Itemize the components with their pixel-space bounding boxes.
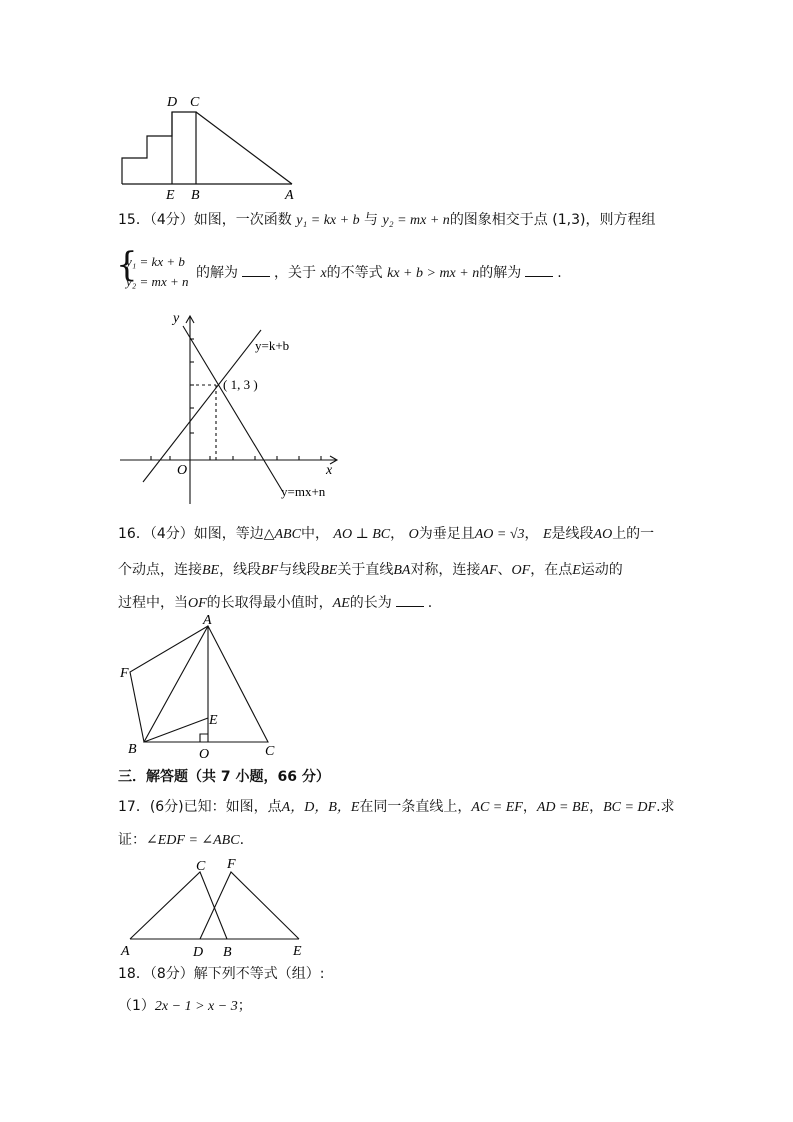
q15-tail: 的图象相交于点	[449, 212, 548, 228]
q15-x: x	[320, 266, 327, 281]
y-axis-label: y	[173, 311, 180, 326]
label-a: A	[121, 944, 130, 959]
q16-line1	[118, 524, 654, 545]
figure-q15	[115, 306, 355, 506]
q15-sys1: y₁ = kx + b	[126, 254, 185, 269]
q17-cond1: AC = EF	[471, 800, 523, 815]
q16-line3-a: 过程中，当	[118, 595, 188, 611]
q18-part1-ineq: 2x − 1 > x − 3	[154, 999, 238, 1014]
q16-perp: AO ⊥ BC	[333, 527, 391, 542]
q15-with: 与	[364, 212, 379, 228]
q15-eq2: y₂ = mx + n	[382, 213, 450, 228]
origin-label: O	[177, 463, 188, 478]
q16-line3-b: 的长取得最小值时，	[206, 595, 333, 611]
q15-period: .	[557, 265, 562, 281]
label-c: C	[190, 95, 200, 110]
q17-points: A，D，B，E	[281, 800, 360, 815]
slope-line	[196, 112, 292, 184]
q15-ineq: kx + b > mx + n	[387, 266, 480, 281]
q16-line3-c: 的长为	[349, 595, 392, 611]
q16-ao: AO = √3	[474, 527, 525, 542]
line-kx-b	[143, 330, 261, 482]
q16-line2	[118, 560, 623, 581]
label-o: O	[199, 747, 210, 762]
q18-title: 18．（8分）解下列不等式（组）:	[118, 966, 325, 982]
q17-line1-b: 在同一条直线上，	[359, 799, 472, 815]
q17-cond3: BC = DF	[603, 800, 657, 815]
q16-ae: AE	[332, 596, 350, 611]
q16-line2-f: 、	[497, 562, 512, 578]
label-e: E	[209, 713, 218, 728]
q16-line1-b: 中，	[300, 526, 329, 542]
q15-sol: 的解为	[196, 265, 238, 281]
q18-part1	[118, 996, 252, 1017]
q17-cond2: AD = BE	[536, 800, 590, 815]
q15-ineq-pre: 的不等式	[326, 265, 383, 281]
q16-ao2: AO	[593, 527, 613, 542]
q16-line2-a: 个动点，连接	[118, 562, 202, 578]
q17-goal: ∠EDF = ∠ABC	[146, 833, 240, 848]
label-d: D	[193, 945, 204, 960]
q16-line2-c: 与线段	[278, 562, 321, 578]
q16-line1-d: 为垂足且	[418, 526, 475, 542]
q17-line1: 17．(6分)已知：如图，点A，D，B，E在同一条直线上，AC = EF，AD = BE，BC = DF.求	[118, 799, 675, 815]
q16-line2-g: ，在点	[530, 562, 573, 578]
q15-brace: {	[116, 245, 138, 285]
q17-line2-a: 证：	[118, 832, 146, 848]
q17-line2-b: .	[239, 832, 245, 848]
x-axis-label: x	[326, 463, 333, 478]
q17-line2	[118, 830, 244, 851]
figure-q14	[110, 92, 310, 204]
q16-be: BE	[202, 563, 220, 578]
q16-line2-h: 运动的	[580, 562, 623, 578]
q15-blank2[interactable]	[525, 262, 553, 277]
line2-label: y=mx+n	[281, 484, 326, 499]
right-angle-mark	[200, 734, 208, 742]
line1-label: y=k+b	[255, 338, 290, 353]
q16-tri: △ABC	[263, 527, 301, 542]
q16-line2-b: ，线段	[219, 562, 262, 578]
q16-line1-a: 16．（4分）如图，等边	[118, 526, 264, 542]
q16-e: E	[542, 527, 552, 542]
q16-line1-g: 上的一	[612, 526, 655, 542]
q16-af: AF	[480, 563, 498, 578]
label-b: B	[223, 945, 232, 960]
q15-ineq-post: 的解为	[479, 265, 522, 281]
label-e: E	[166, 188, 175, 203]
q18-part1-end: ；	[237, 998, 252, 1014]
q15-blank1[interactable]	[242, 262, 270, 277]
q16-line2-d: 关于直线	[337, 562, 394, 578]
label-c: C	[196, 859, 206, 874]
x-ticks	[151, 456, 321, 460]
label-e: E	[293, 944, 302, 959]
q16-of: OF	[511, 563, 531, 578]
q15-line1	[118, 210, 655, 231]
label-a: A	[285, 188, 294, 203]
label-a: A	[203, 613, 212, 628]
q15-eq1: y₁ = kx + b	[296, 213, 360, 228]
segment-af-bf	[130, 626, 208, 742]
q16-line1-c: ，	[390, 526, 405, 542]
q15-end: ，则方程组	[585, 212, 656, 228]
triangle-dfe	[200, 872, 299, 939]
q16-o: O	[408, 527, 419, 542]
q16-line3	[118, 592, 432, 614]
section-3-heading: 三．解答题（共 7 小题，66 分）	[118, 769, 330, 785]
q16-line1-f: 是线段	[551, 526, 594, 542]
label-b: B	[191, 188, 200, 203]
q15-about: ，关于	[274, 265, 316, 281]
label-b: B	[128, 742, 137, 757]
staircase	[122, 112, 196, 184]
label-f: F	[120, 666, 129, 681]
triangle-abc	[144, 626, 268, 742]
q17-line1-a: 17．(6分)已知：如图，点	[118, 799, 282, 815]
q16-of2: OF	[188, 596, 207, 611]
q18-part1-number: （1）	[118, 998, 155, 1014]
figure-q17	[115, 854, 315, 960]
q17-line1-c: .求	[656, 799, 675, 815]
figure-q16	[110, 612, 290, 762]
q16-period: .	[427, 595, 433, 611]
triangle-acb	[130, 872, 227, 939]
label-d: D	[167, 95, 178, 110]
q15-sys2: y₂ = mx + n	[126, 274, 189, 289]
q16-blank[interactable]	[396, 592, 424, 607]
q16-line1-e: ，	[524, 526, 539, 542]
label-c: C	[265, 744, 275, 759]
intersection-label: ( 1, 3 )	[223, 377, 258, 392]
q16-ba: BA	[393, 563, 411, 578]
q15-line2	[196, 262, 562, 284]
q15-number: 15．（4分）如图，一次函数	[118, 212, 292, 228]
q16-e2: E	[572, 563, 581, 578]
label-f: F	[227, 857, 236, 872]
q15-point: (1,3)	[552, 212, 586, 228]
segment-be	[144, 718, 208, 742]
q16-be2: BE	[320, 563, 338, 578]
q16-bf: BF	[261, 563, 279, 578]
q16-line2-e: 对称，连接	[410, 562, 481, 578]
